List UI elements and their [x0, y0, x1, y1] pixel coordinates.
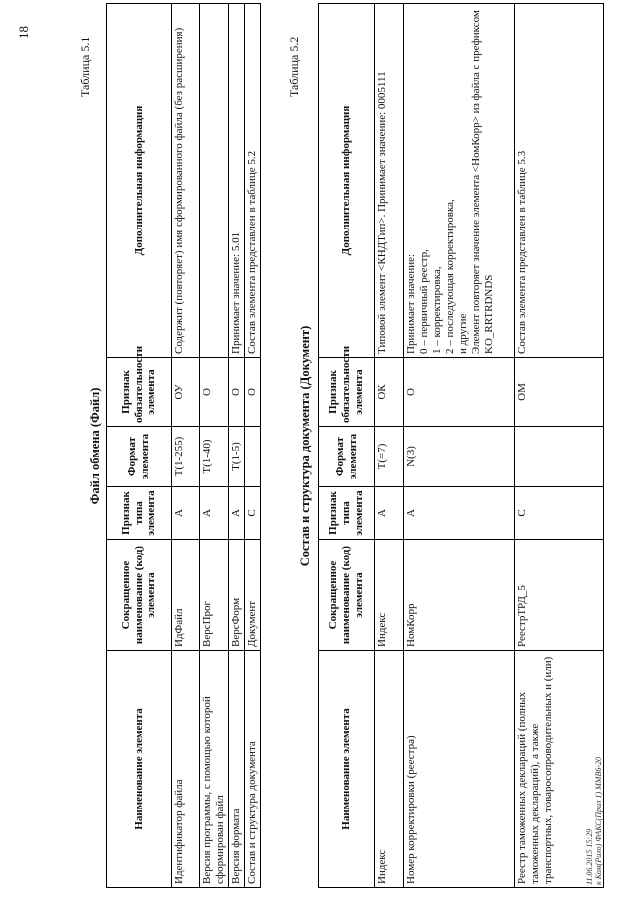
cell: А [228, 487, 244, 540]
table-row [515, 4, 604, 888]
table-row [244, 4, 260, 888]
header-cell: Формат элемента [319, 427, 375, 487]
header-cell: Признак обязательности элемента [319, 358, 375, 427]
cell: Состав элемента представлен в таблице 5.2 [244, 4, 260, 358]
cell [244, 427, 260, 487]
header-cell: Дополнительная информация [107, 4, 172, 358]
cell [200, 4, 229, 358]
cell: Т(1-5) [228, 427, 244, 487]
cell: Реестр таможенных деклараций (полных таможенных деклараций), а также транспортных, товаросопроводительных и (или) [515, 651, 604, 888]
cell: О [228, 358, 244, 427]
table-row [200, 4, 229, 888]
table-row [172, 4, 200, 888]
header-cell: Сокращенное наименование (код) элемента [107, 540, 172, 651]
stamp-line: 11.06.2015 15:29 [585, 828, 594, 885]
cell: Содержит (повторяет) имя сформированного файла (без расширения) [172, 4, 200, 358]
cell: О [244, 358, 260, 427]
cell: Идентификатор файла [172, 651, 200, 888]
table1-title: Файл обмена (Файл) [88, 387, 102, 505]
header-cell: Наименование элемента [319, 651, 375, 888]
table-row [375, 4, 404, 888]
cell [515, 427, 604, 487]
cell: А [375, 487, 404, 540]
cell: НомКорр [404, 540, 515, 651]
cell: Т(1-40) [200, 427, 229, 487]
table-row [404, 4, 515, 888]
cell: ОК [375, 358, 404, 427]
cell: Типовой элемент <КНДТип>. Принимает значение: 0005111 [375, 4, 404, 358]
cell: Версия программы, с помощью которой сформирован файл [200, 651, 229, 888]
cell: Индекс [375, 651, 404, 888]
table2-title: Состав и структура документа (Документ) [298, 325, 312, 567]
cell: Состав и структура документа [244, 651, 260, 888]
cell: С [244, 487, 260, 540]
stamp-line: к Ком(Рило) ФАКС(Прил 1) ММВ6-20 [594, 756, 604, 885]
page-number: 18 [16, 26, 31, 39]
table-file-exchange [106, 3, 261, 888]
cell: ВерсПрог [200, 540, 229, 651]
cell: Индекс [375, 540, 404, 651]
header-cell: Признак обязательности элемента [107, 358, 172, 427]
header-cell: Признак типа элемента [319, 487, 375, 540]
header-cell: Признак типа элемента [107, 487, 172, 540]
table-header-row [319, 4, 375, 888]
cell: ВерсФорм [228, 540, 244, 651]
table-row [228, 4, 244, 888]
cell: N(3) [404, 427, 515, 487]
cell: О [404, 358, 515, 427]
cell: Принимает значение: 5.01 [228, 4, 244, 358]
cell: ИдФайл [172, 540, 200, 651]
print-stamp [585, 757, 603, 885]
cell: А [200, 487, 229, 540]
cell: С [515, 487, 604, 540]
table-header-row [107, 4, 172, 888]
header-cell: Формат элемента [107, 427, 172, 487]
table-document-structure [318, 3, 604, 888]
cell: ОМ [515, 358, 604, 427]
header-cell: Сокращенное наименование (код) элемента [319, 540, 375, 651]
cell: А [404, 487, 515, 540]
cell: А [172, 487, 200, 540]
header-cell: Дополнительная информация [319, 4, 375, 358]
table1-caption: Таблица 5.1 [78, 36, 92, 97]
cell: Документ [244, 540, 260, 651]
cell: ОУ [172, 358, 200, 427]
cell: Состав элемента представлен в таблице 5.3 [515, 4, 604, 358]
cell: Т(1-255) [172, 427, 200, 487]
cell: РеестрТРД_5 [515, 540, 604, 651]
table2-caption: Таблица 5.2 [287, 36, 301, 97]
cell: О [200, 358, 229, 427]
header-cell: Наименование элемента [107, 651, 172, 888]
cell: Т(=7) [375, 427, 404, 487]
cell: Принимает значение: 0 – первичный реестр, 1 – корректировка, 2 – последующая корректировка, и другие Элемент повторяет значение элемента <НомКорр> из файла с префиксом KO_RRTRDNDS [404, 4, 515, 358]
cell: Версия формата [228, 651, 244, 888]
cell: Номер корректировки (реестра) [404, 651, 515, 888]
